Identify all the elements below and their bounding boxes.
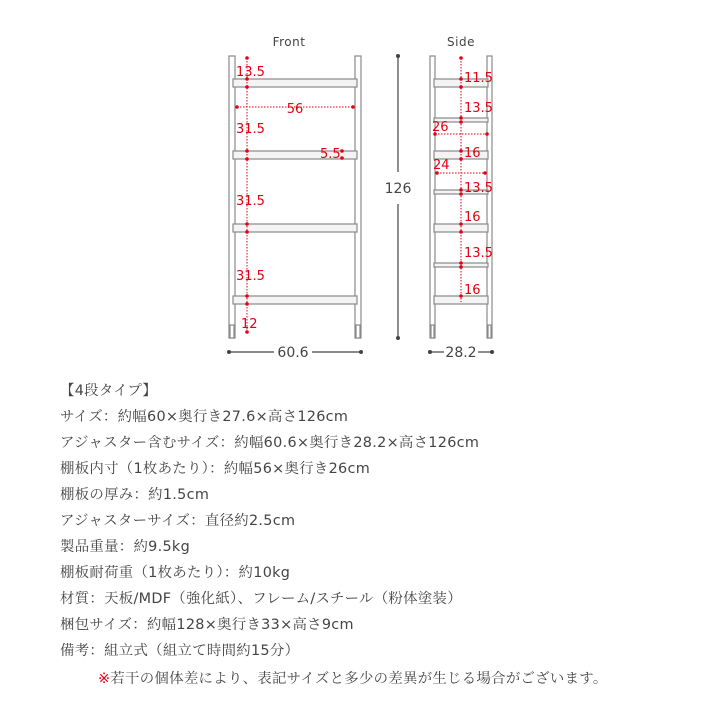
note-mark: ※ [98, 671, 111, 687]
side-gap-6: 13.5 [464, 246, 493, 261]
spec-shelf-inner: 棚板内寸（1枚あたり）：約幅56×奥行き26cm [60, 461, 371, 477]
side-depth-label: 28.2 [445, 345, 477, 361]
front-shelf-1 [233, 79, 357, 87]
side-gap-5: 16 [464, 210, 481, 225]
front-gap-top: 13.5 [236, 65, 265, 80]
note-text: 若干の個体差により、表記サイズと多少の差異が生じる場合がございます。 [110, 671, 608, 687]
side-depth-upper-label: 26 [432, 120, 449, 135]
front-gap-1: 31.5 [236, 122, 265, 137]
front-gap-3: 31.5 [236, 269, 265, 284]
spec-remarks: 備考：組立式（組立て時間約15分） [60, 643, 300, 659]
front-width-label: 60.6 [277, 345, 309, 361]
spec-note [98, 667, 608, 688]
spec-weight: 製品重量：約9.5kg [60, 539, 190, 555]
front-inner-width-label: 56 [286, 102, 304, 117]
spec-material: 材質：天板/MDF（強化紙）、フレーム/スチール（粉体塗装） [60, 591, 462, 607]
side-gap-3: 16 [464, 146, 481, 161]
height-dimension [396, 54, 400, 340]
front-left-foot [230, 325, 234, 338]
side-front-foot [431, 325, 434, 338]
height-label: 126 [384, 181, 412, 197]
side-gap-1: 11.5 [464, 71, 493, 86]
side-gap-7: 16 [464, 283, 481, 298]
spec-package-size: 梱包サイズ：約幅128×奥行き33×高さ9cm [60, 617, 354, 633]
front-gap-bottom: 12 [241, 317, 258, 332]
front-thickness-label: 5.5 [320, 147, 341, 162]
side-depth-lower-label: 24 [433, 158, 450, 173]
front-title: Front [272, 35, 306, 49]
side-back-foot [488, 325, 491, 338]
spec-adjuster-size: アジャスターサイズ：直径約2.5cm [60, 513, 296, 529]
front-shelf-3 [233, 224, 357, 232]
spec-heading: 【4段タイプ】 [60, 383, 158, 399]
spec-size-with-adjuster: アジャスター含むサイズ：約幅60.6×奥行き28.2×高さ126cm [60, 435, 480, 451]
side-title: Side [447, 35, 475, 49]
front-right-foot [356, 325, 360, 338]
side-gap-4: 13.5 [464, 181, 493, 196]
spec-load-capacity: 棚板耐荷重（1枚あたり）：約10kg [60, 565, 291, 581]
spec-shelf-thickness: 棚板の厚み：約1.5cm [60, 487, 210, 503]
spec-list [60, 378, 700, 664]
side-gap-2: 13.5 [464, 101, 493, 116]
spec-size: サイズ：約幅60×奥行き27.6×高さ126cm [60, 409, 349, 425]
front-gap-2: 31.5 [236, 194, 265, 209]
front-shelf-4 [233, 296, 357, 304]
